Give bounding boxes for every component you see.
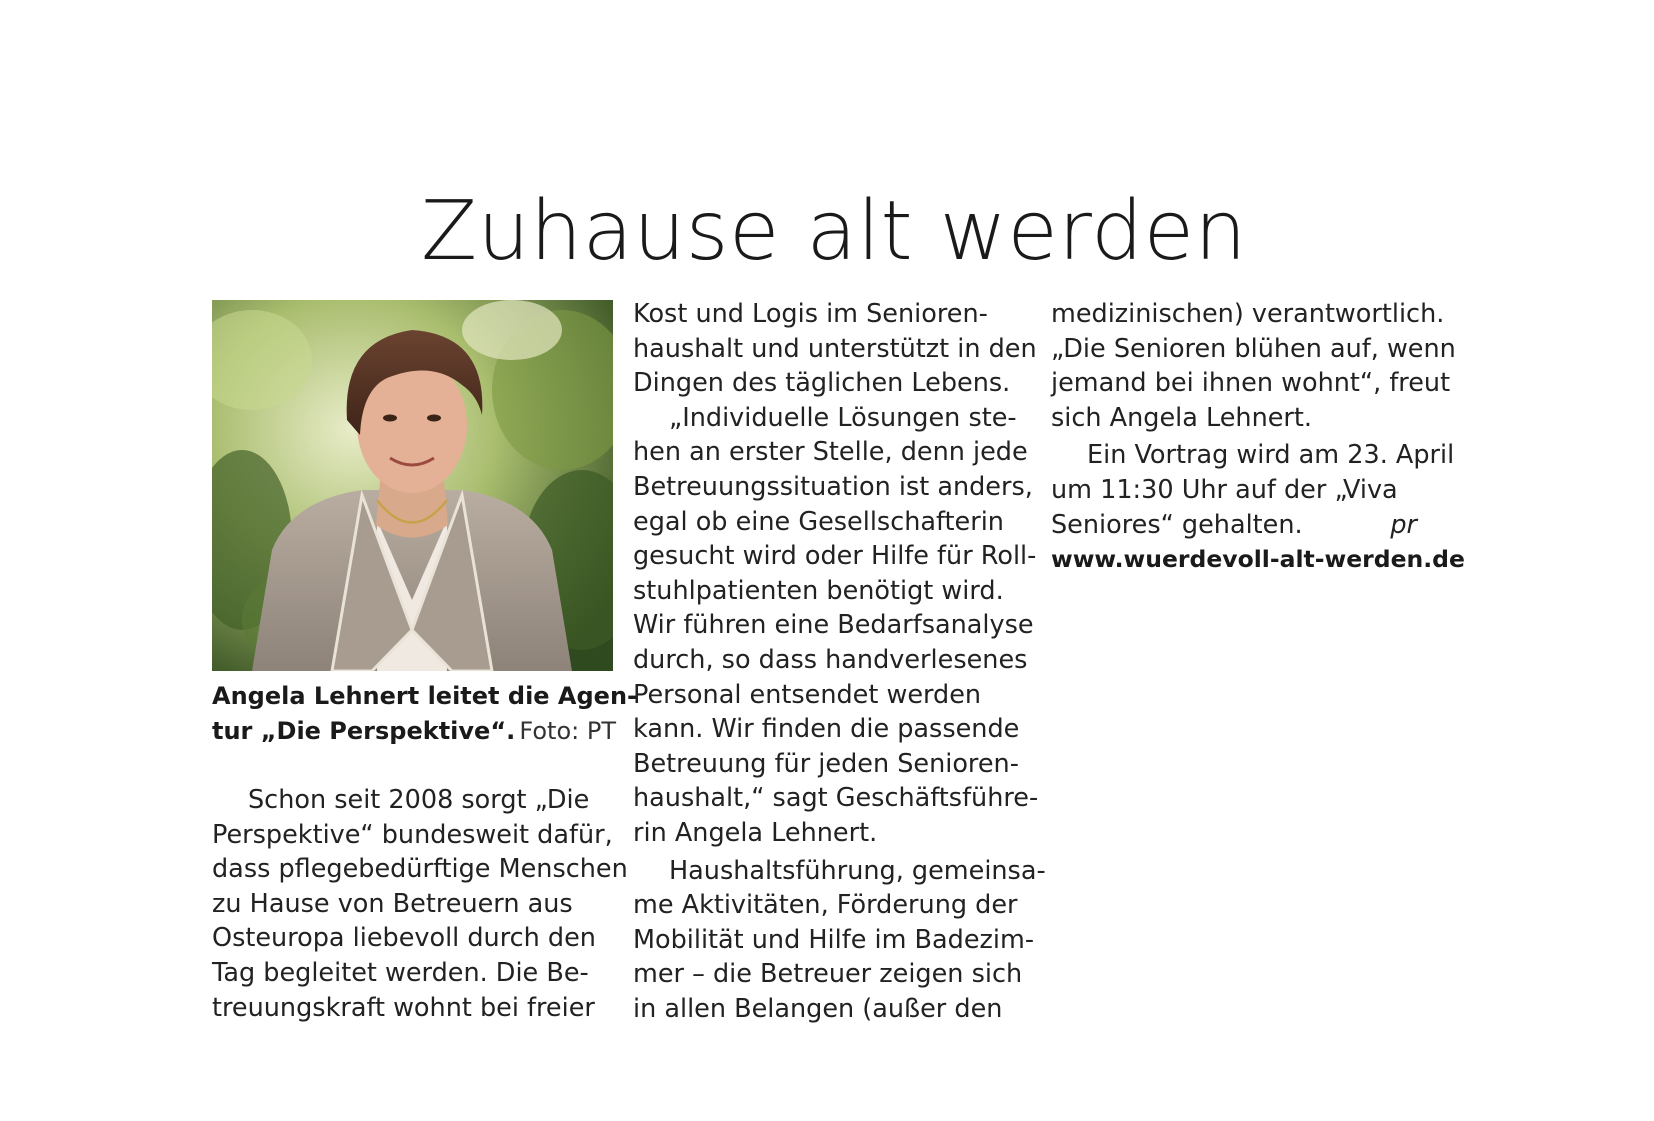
- text-line: Ein Vortrag wird am 23. April: [1087, 440, 1455, 471]
- text-line: sich Angela Lehnert.: [1051, 402, 1313, 433]
- text-line: rin Angela Lehnert.: [633, 817, 878, 848]
- text-line: jemand bei ihnen wohnt“, freut: [1051, 368, 1451, 399]
- photo-caption: [212, 679, 638, 749]
- text-line-with-signature: [1051, 508, 1461, 543]
- text-line: mer – die Betreuer zeigen sich: [633, 959, 1023, 990]
- text-line: me Aktivitäten, Förderung der: [633, 890, 1018, 921]
- spacer: [212, 749, 620, 783]
- text-line: Dingen des täglichen Lebens.: [633, 368, 1011, 399]
- text-line: Personal entsendet werden: [633, 679, 982, 710]
- text-line: Osteuropa liebevoll durch den: [212, 923, 596, 954]
- photo-credit: Foto: PT: [519, 717, 616, 745]
- website-link[interactable]: www.wuerdevoll-alt-werden.de: [1051, 545, 1465, 574]
- column-1-text: [212, 783, 628, 1025]
- text-line: Seniores“ gehalten.: [1051, 509, 1303, 540]
- text-line: haushalt und unterstützt in den: [633, 333, 1037, 364]
- text-line: hen an erster Stelle, denn jede: [633, 437, 1028, 468]
- article-headline: Zuhause alt werden: [420, 184, 1248, 279]
- text-line: kann. Wir finden die passende: [633, 714, 1020, 745]
- portrait-photo: [212, 300, 613, 671]
- caption-line-2: [212, 714, 620, 749]
- text-line: Wir führen eine Bedarfsanalyse: [633, 610, 1034, 641]
- text-line: gesucht wird oder Hilfe für Roll-: [633, 541, 1037, 572]
- text-line: Perspektive“ bundesweit dafür,: [212, 819, 613, 850]
- text-line: Betreuung für jeden Senioren-: [633, 748, 1019, 779]
- text-line: „Individuelle Lösungen ste-: [669, 402, 1017, 433]
- article-column-3: [1051, 297, 1465, 577]
- text-line: haushalt,“ sagt Geschäftsführe-: [633, 783, 1039, 814]
- author-signature: pr: [1390, 509, 1417, 540]
- text-line: egal ob eine Gesellschafterin: [633, 506, 1004, 537]
- text-line: Tag begleitet werden. Die Be-: [212, 957, 589, 988]
- text-line: stuhlpatienten benötigt wird.: [633, 575, 1004, 606]
- text-line: „Die Senioren blühen auf, wenn: [1051, 333, 1456, 364]
- text-line: um 11:30 Uhr auf der „Viva: [1051, 474, 1398, 505]
- text-line: treuungskraft wohnt bei freier: [212, 992, 595, 1023]
- text-line: in allen Belangen (außer den: [633, 993, 1003, 1024]
- text-line: durch, so dass handverlesenes: [633, 644, 1028, 675]
- caption-text-line-2: tur „Die Perspektive“.: [212, 717, 516, 745]
- text-line: Kost und Logis im Senioren-: [633, 299, 988, 329]
- text-line: Mobilität und Hilfe im Badezim-: [633, 924, 1035, 955]
- article-column-1: [212, 300, 638, 1025]
- text-line: Betreuungssituation ist anders,: [633, 471, 1033, 502]
- article-column-2: [633, 297, 1046, 1026]
- text-line: zu Hause von Betreuern aus: [212, 888, 573, 919]
- text-line: Haushaltsführung, gemeinsa-: [669, 855, 1046, 886]
- text-line: dass pflegebedürftige Menschen: [212, 854, 628, 885]
- text-line: Schon seit 2008 sorgt „Die: [248, 785, 590, 815]
- text-line: medizinischen) verantwortlich.: [1051, 299, 1445, 329]
- caption-text-line-1: Angela Lehnert leitet die Agen-: [212, 682, 638, 710]
